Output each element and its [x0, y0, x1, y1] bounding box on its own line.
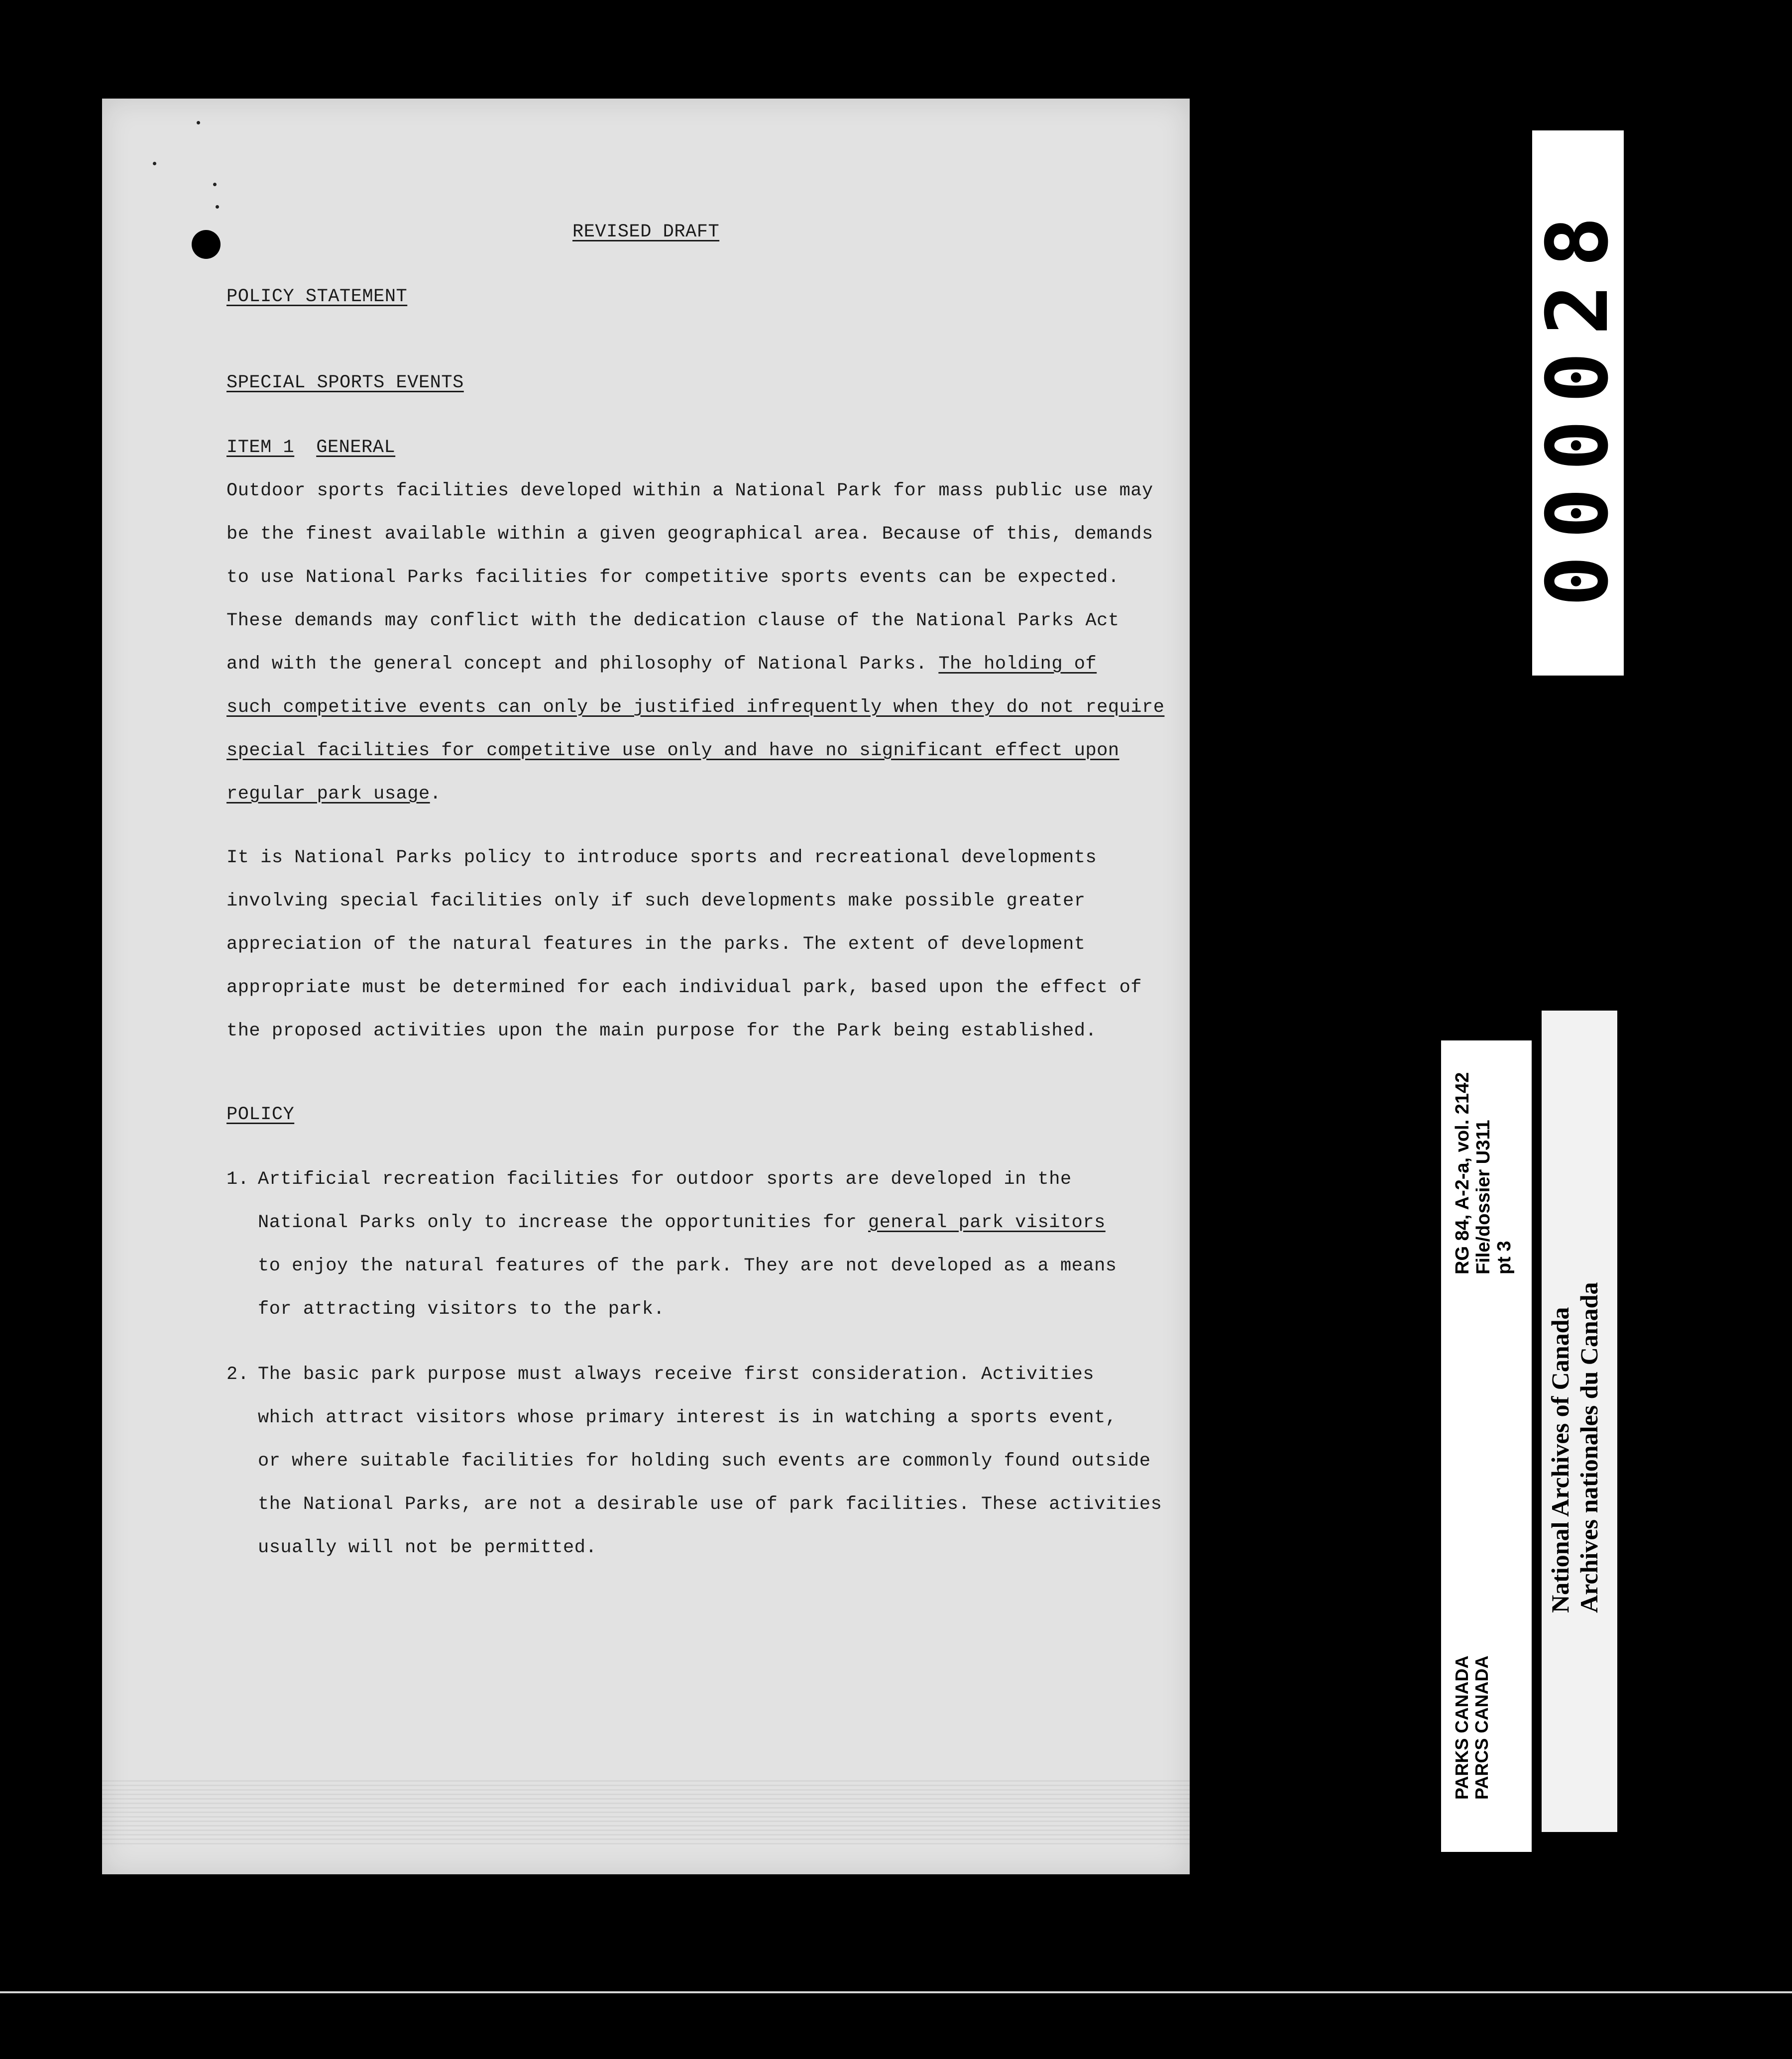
line-text: and with the general concept and philosophy of National Parks. — [226, 654, 939, 675]
general-para1-line: These demands may conflict with the dedication clause of the National Parks Act — [226, 610, 1120, 631]
subject-heading: SPECIAL SPORTS EVENTS — [226, 372, 464, 393]
general-para1-line: Outdoor sports facilities developed within a National Park for mass public use may — [226, 480, 1153, 501]
policy2-line: which attract visitors whose primary interest is in watching a sports event, — [258, 1407, 1117, 1428]
institution-line: National Archives of Canada — [1546, 1307, 1574, 1613]
archive-reference-label — [1441, 1040, 1532, 1852]
reference-block — [1452, 1072, 1515, 1274]
speck — [216, 205, 219, 209]
paper-grain — [102, 1780, 1190, 1844]
policy-statement-heading: POLICY STATEMENT — [226, 286, 408, 307]
item-title: GENERAL — [316, 437, 396, 458]
punch-hole — [192, 230, 221, 259]
frame-number-strip — [1529, 130, 1627, 676]
item-label: ITEM 1 — [226, 437, 295, 458]
general-para2-line: It is National Parks policy to introduce sports and recreational developments — [226, 847, 1097, 868]
policy-heading: POLICY — [226, 1104, 295, 1125]
line-text: National Parks only to increase the opportunities for — [258, 1212, 868, 1233]
general-para1-line: special facilities for competitive use only and have no significant effect upon — [226, 740, 1120, 761]
general-para2-line: appropriate must be determined for each individual park, based upon the effect of — [226, 977, 1142, 998]
policy1-line: Artificial recreation facilities for outdoor sports are developed in the — [258, 1169, 1072, 1190]
archive-institution-label — [1542, 1011, 1617, 1832]
frame-number: 000028 — [1529, 199, 1627, 607]
policy2-line: The basic park purpose must always receive first consideration. Activities — [258, 1364, 1095, 1385]
general-para1-line: such competitive events can only be justified infrequently when they do not require — [226, 697, 1165, 718]
agency-line: PARCS CANADA — [1471, 1655, 1492, 1800]
general-para1-line — [226, 784, 441, 804]
policy1-line — [258, 1212, 1106, 1233]
policy1-line: for attracting visitors to the park. — [258, 1299, 665, 1320]
policy1-line: to enjoy the natural features of the park. They are not developed as a means — [258, 1256, 1117, 1276]
line-text: . — [430, 784, 442, 804]
underlined-text: regular park usage — [226, 784, 430, 804]
agency-block — [1452, 1656, 1492, 1800]
draft-heading: REVISED DRAFT — [572, 222, 720, 242]
reference-line: RG 84, A-2-a, vol. 2142 — [1452, 1072, 1473, 1274]
general-para2-line: appreciation of the natural features in the parks. The extent of development — [226, 934, 1086, 955]
reference-line: File/dossier U311 — [1473, 1120, 1494, 1274]
bottom-rule — [0, 1991, 1792, 1993]
underlined-text: general park visitors — [868, 1212, 1106, 1233]
general-para1-line: be the finest available within a given geographical area. Because of this, demands — [226, 524, 1153, 545]
general-para1-line: to use National Parks facilities for competitive sports events can be expected. — [226, 567, 1120, 588]
speck — [213, 183, 217, 186]
institution-block — [1546, 1282, 1603, 1613]
institution-line: Archives nationales du Canada — [1575, 1282, 1603, 1613]
general-para2-line: the proposed activities upon the main purpose for the Park being established. — [226, 1021, 1097, 1041]
item-heading — [226, 437, 395, 458]
policy2-line: the National Parks, are not a desirable use of park facilities. These activities — [258, 1494, 1162, 1515]
policy-item-number: 1. — [226, 1169, 249, 1190]
speck — [197, 121, 200, 124]
policy2-line: usually will not be permitted. — [258, 1537, 597, 1558]
reference-line: pt 3 — [1494, 1241, 1515, 1274]
general-para2-line: involving special facilities only if such developments make possible greater — [226, 891, 1086, 912]
policy2-line: or where suitable facilities for holding such events are commonly found outside — [258, 1451, 1151, 1472]
policy-item-number: 2. — [226, 1364, 249, 1385]
speck — [153, 162, 156, 165]
general-para1-line — [226, 654, 1097, 675]
underlined-text: The holding of — [938, 654, 1097, 675]
agency-line: PARKS CANADA — [1452, 1655, 1472, 1800]
